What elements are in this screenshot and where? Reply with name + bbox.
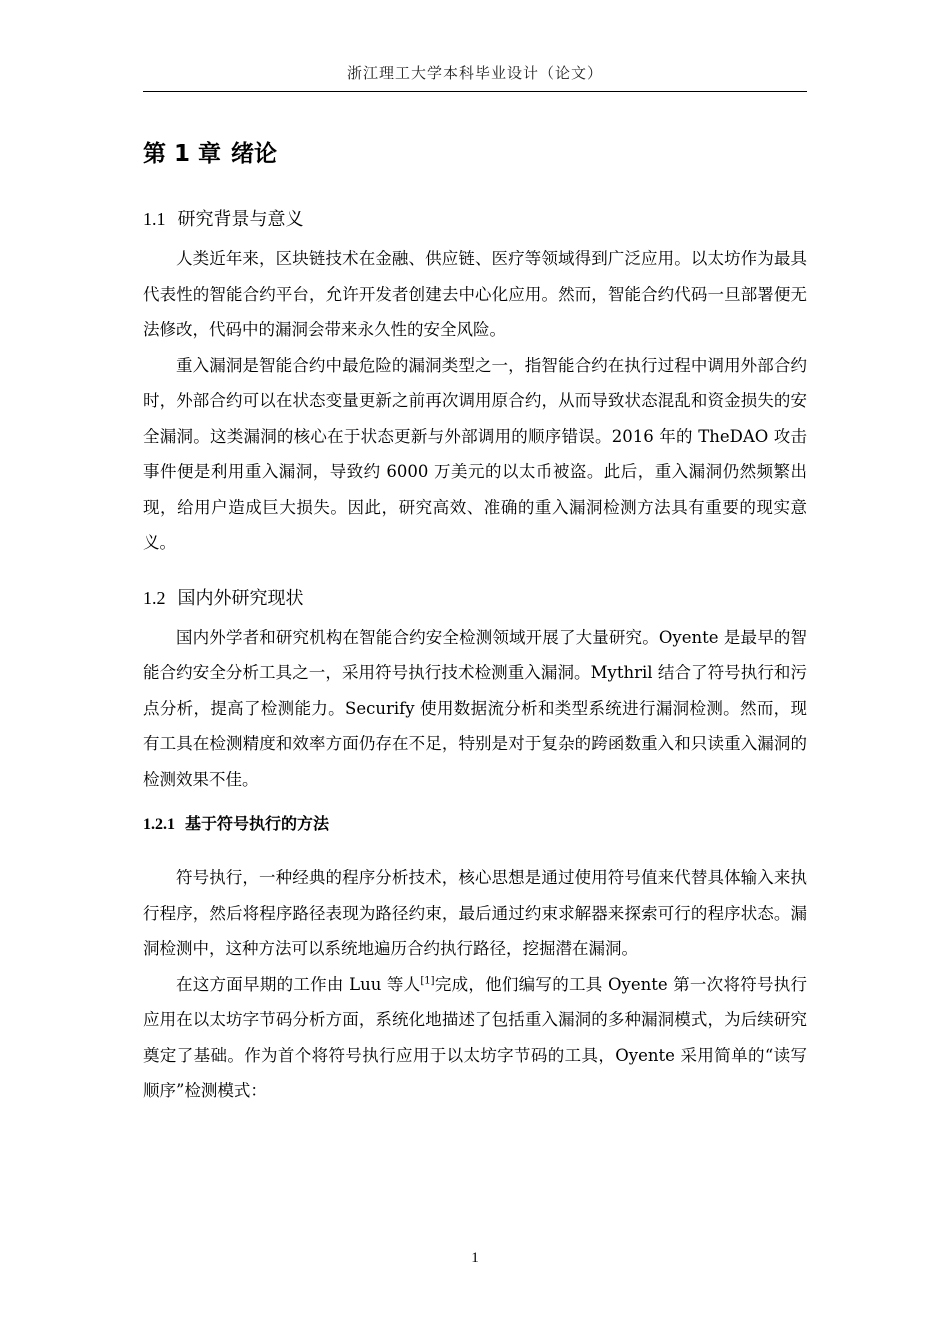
section-title-text: 国内外研究现状 (177, 587, 304, 609)
header-rule (143, 91, 807, 92)
citation-ref[interactable]: [1] (420, 975, 435, 986)
section-number: 1.2 (143, 587, 166, 608)
section-heading-1-1 (143, 204, 807, 235)
subsection-heading-1-2-1 (143, 811, 807, 838)
paragraph: 人类近年来，区块链技术在金融、供应链、医疗等领域得到广泛应用。以太坊作为最具代表性的智能合约平台，允许开发者创建去中心化应用。然而，智能合约代码一旦部署便无法修改，代码中的漏洞会带来永久性的安全风险。 (143, 249, 807, 339)
paragraph: 符号执行，一种经典的程序分析技术，核心思想是通过使用符号值来代替具体输入来执行程序，然后将程序路径表现为路径约束，最后通过约束求解器来探索可行的程序状态。漏洞检测中，这种方法可以系统地遍历合约执行路径，挖掘潜在漏洞。 (143, 868, 807, 958)
paragraph: 重入漏洞是智能合约中最危险的漏洞类型之一，指智能合约在执行过程中调用外部合约时，外部合约可以在状态变量更新之前再次调用原合约，从而导致状态混乱和资金损失的安全漏洞。这类漏洞的核心在于状态更新与外部调用的顺序错误。2016 年的 TheDAO 攻击事件便是利用重入漏洞，导致约 6000 万美元的以太币被盗。此后，重入漏洞仍然频繁出现，给用户造成巨大损失。因此，研究高效、准确的重入漏洞检测方法具有重要的现实意义。 (143, 355, 807, 552)
page-number: 1 (471, 1250, 479, 1266)
section-title-text: 研究背景与意义 (177, 209, 304, 230)
section-heading-1-2 (143, 583, 807, 614)
chapter-name: 绪论 (231, 141, 278, 167)
paragraph (143, 967, 807, 1109)
running-header: 浙江理工大学本科毕业设计（论文） (346, 64, 603, 82)
chapter-number: 第 1 章 (143, 141, 222, 167)
paragraph: 国内外学者和研究机构在智能合约安全检测领域开展了大量研究。Oyente 是最早的智能合约安全分析工具之一，采用符号执行技术检测重入漏洞。Mythril 结合了符号执行和污点分析，提高了检测能力。Securify 使用数据流分析和类型系统进行漏洞检测。然而，现有工具在检测精度和效率方面仍存在不足，特别是对于复杂的跨函数重入和只读重入漏洞的检测效果不佳。 (143, 627, 807, 789)
chapter-title (143, 136, 807, 172)
section-number: 1.1 (143, 209, 166, 229)
subsection-title-text: 基于符号执行的方法 (185, 814, 330, 833)
subsection-number: 1.2.1 (143, 816, 175, 833)
paragraph-text: 在这方面早期的工作由 Luu 等人 (176, 974, 421, 994)
paragraph-text: 完成，他们编写的工具 Oyente 第一次将符号执行应用在以太坊字节码分析方面，系统化地描述了包括重入漏洞的多种漏洞模式，为后续研究奠定了基础。作为首个将符号执行应用于以太坊字节码的工具，Oyente 采用简单的“读写顺序”检测模式： (143, 974, 807, 1100)
page-content (143, 136, 807, 1109)
